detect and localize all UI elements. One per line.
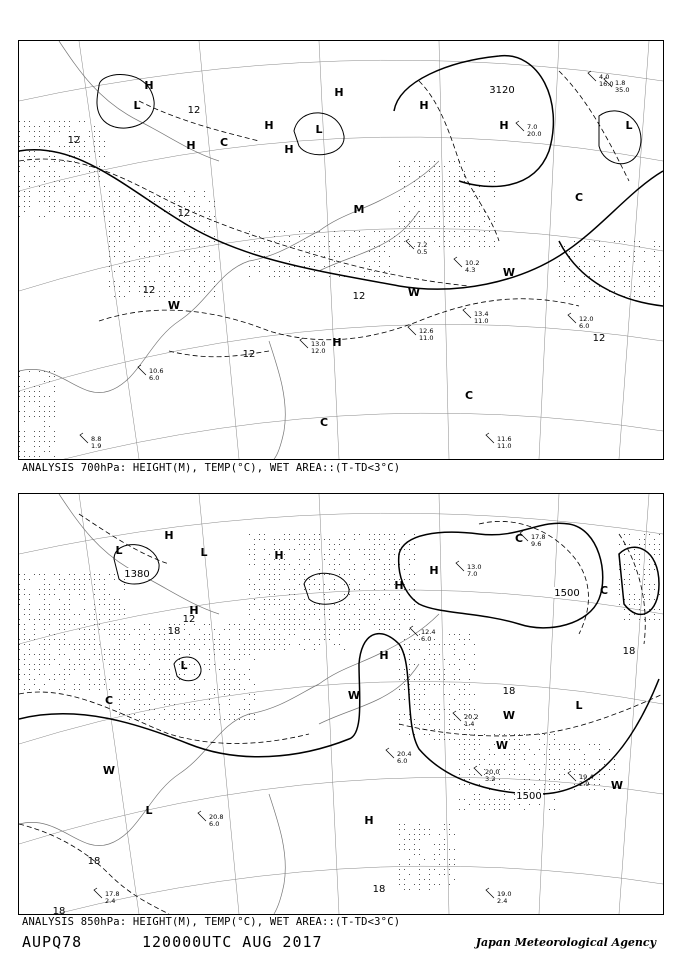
station-dewpoint-depression: 2.4 <box>497 897 508 905</box>
station-dewpoint-depression: 0.5 <box>417 248 428 256</box>
coastline <box>19 41 439 459</box>
wind-barb <box>588 71 596 81</box>
station-dewpoint-depression: 2.4 <box>105 897 116 905</box>
station-dewpoint-depression: 6.0 <box>397 757 408 765</box>
pressure-system-h: H <box>164 529 174 542</box>
isotherm-label: 18 <box>87 856 101 867</box>
wind-barb <box>516 121 524 131</box>
map-panel-850hpa <box>18 493 664 915</box>
height-labels <box>488 84 516 96</box>
pressure-system-h: H <box>334 86 344 99</box>
pressure-system-m: M <box>353 203 365 216</box>
station-dewpoint-depression: 3.2 <box>485 775 496 783</box>
graticule <box>19 494 663 914</box>
station-dewpoint-depression: 1.4 <box>464 720 475 728</box>
pressure-system-w: W <box>347 689 361 702</box>
station-temperature: 17.8 <box>531 533 546 541</box>
station-temperature: 12.4 <box>421 628 436 636</box>
station-temperature: 13.0 <box>467 563 482 571</box>
station-temperature: 20.4 <box>397 750 412 758</box>
map-panel-700hpa <box>18 40 664 460</box>
caption-850hpa: ANALYSIS 850hPa: HEIGHT(M), TEMP(°C), WET AREA::(T-TD<3°C) <box>22 916 401 928</box>
pressure-system-l: L <box>145 804 153 817</box>
wind-barb <box>138 365 146 375</box>
map-850hpa <box>19 494 663 914</box>
pressure-system-w: W <box>407 286 421 299</box>
pressure-system-c: C <box>599 584 609 597</box>
pressure-system-l: L <box>625 119 633 132</box>
station-temperature: 13.4 <box>474 310 489 318</box>
isotherm-label: 12 <box>142 285 156 296</box>
station-temperature: 20.2 <box>464 713 479 721</box>
station-temperature: 19.4 <box>579 773 594 781</box>
wind-barb <box>386 748 394 758</box>
station-temperature: 10.2 <box>465 259 480 267</box>
wind-barb <box>568 771 576 781</box>
station-dewpoint-depression: 9.6 <box>531 540 542 548</box>
isotherm-label: 12 <box>182 614 196 625</box>
pressure-system-l: L <box>200 546 208 559</box>
station-dewpoint-depression: 1.9 <box>91 442 102 450</box>
wind-barb <box>198 811 206 821</box>
pressure-system-h: H <box>419 99 429 112</box>
agency-name: Japan Meteorological Agency <box>475 936 656 949</box>
pressure-system-h: H <box>189 604 199 617</box>
station-dewpoint-depression: 11.0 <box>474 317 489 325</box>
wind-barb <box>94 888 102 898</box>
pressure-system-l: L <box>133 99 141 112</box>
station-dewpoint-depression: 6.0 <box>209 820 220 828</box>
wind-barb <box>474 766 482 776</box>
pressure-system-h: H <box>186 139 196 152</box>
station-dewpoint-depression: 6.0 <box>421 635 432 643</box>
station-temperature: 7.2 <box>417 241 428 249</box>
height-contour-label: 1500 <box>554 588 580 599</box>
pressure-system-h: H <box>394 579 404 592</box>
pressure-system-c: C <box>104 694 114 707</box>
height-contour-label: 1380 <box>124 569 150 580</box>
station-temperature: 13.0 <box>311 340 326 348</box>
pressure-system-h: H <box>429 564 439 577</box>
isotherm-label: 18 <box>52 906 66 914</box>
station-dewpoint-depression: 35.0 <box>615 86 630 94</box>
station-temperature: 4.0 <box>599 73 610 81</box>
pressure-system-h: H <box>332 336 342 349</box>
station-temperature: 20.8 <box>209 813 224 821</box>
wet-area-stipple <box>19 121 660 457</box>
pressure-system-symbols <box>133 79 632 429</box>
wind-barb <box>406 239 414 249</box>
isotherm-label: 12 <box>592 333 606 344</box>
pressure-system-l: L <box>575 699 583 712</box>
station-dewpoint-depression: 12.0 <box>311 347 326 355</box>
station-dewpoint-depression: 6.0 <box>579 322 590 330</box>
station-observations <box>80 71 629 450</box>
isotherm-label: 18 <box>622 646 636 657</box>
pressure-system-w: W <box>495 739 509 752</box>
pressure-system-h: H <box>379 649 389 662</box>
station-dewpoint-depression: 4.3 <box>465 266 476 274</box>
wind-barb <box>300 338 308 348</box>
pressure-system-h: H <box>284 143 294 156</box>
low-center-contours <box>97 75 641 164</box>
isotherm-label: 12 <box>187 105 201 116</box>
pressure-system-c: C <box>514 532 524 545</box>
isotherm-label: 18 <box>167 626 181 637</box>
pressure-system-w: W <box>102 764 116 777</box>
station-dewpoint-depression: 7.0 <box>467 570 478 578</box>
pressure-system-w: W <box>502 709 516 722</box>
station-dewpoint-depression: 16.0 <box>599 80 614 88</box>
station-temperature: 19.0 <box>497 890 512 898</box>
low-center-contours <box>114 545 349 681</box>
isotherm-label: 12 <box>177 208 191 219</box>
wind-barb <box>486 888 494 898</box>
pressure-system-h: H <box>144 79 154 92</box>
station-temperature: 7.0 <box>527 123 538 131</box>
wind-barb <box>568 313 576 323</box>
station-dewpoint-depression: 2.9 <box>579 780 590 788</box>
graticule <box>19 41 663 459</box>
pressure-system-w: W <box>610 779 624 792</box>
station-temperature: 1.8 <box>615 79 626 87</box>
station-temperature: 10.6 <box>149 367 164 375</box>
wind-barb <box>80 433 88 443</box>
isotherm-label: 18 <box>372 884 386 895</box>
height-contour-label: 1500 <box>516 791 542 802</box>
wind-barb <box>408 325 416 335</box>
height-contour-label: 3120 <box>489 85 515 96</box>
isotherm-label: 12 <box>67 135 81 146</box>
pressure-system-l: L <box>315 123 323 136</box>
wind-barb <box>456 561 464 571</box>
station-observations <box>94 531 593 905</box>
wind-barb <box>454 257 462 267</box>
pressure-system-w: W <box>502 266 516 279</box>
pressure-system-h: H <box>274 549 284 562</box>
wind-barb <box>486 433 494 443</box>
station-temperature: 8.8 <box>91 435 102 443</box>
caption-700hpa: ANALYSIS 700hPa: HEIGHT(M), TEMP(°C), WET AREA::(T-TD<3°C) <box>22 462 401 474</box>
pressure-system-h: H <box>364 814 374 827</box>
pressure-system-h: H <box>499 119 509 132</box>
pressure-system-c: C <box>464 389 474 402</box>
station-temperature: 11.6 <box>497 435 512 443</box>
station-temperature: 17.8 <box>105 890 120 898</box>
valid-time: 120000UTC AUG 2017 <box>142 933 323 951</box>
wind-barb <box>463 308 471 318</box>
pressure-system-l: L <box>180 659 188 672</box>
station-temperature: 20.0 <box>485 768 500 776</box>
pressure-system-c: C <box>319 416 329 429</box>
station-temperature: 12.6 <box>419 327 434 335</box>
station-dewpoint-depression: 11.0 <box>497 442 512 450</box>
pressure-system-c: C <box>219 136 229 149</box>
isotherm-label: 12 <box>352 291 366 302</box>
pressure-system-c: C <box>574 191 584 204</box>
product-code: AUPQ78 <box>22 933 83 951</box>
station-dewpoint-depression: 11.0 <box>419 334 434 342</box>
isotherm-label: 12 <box>242 349 256 360</box>
pressure-system-l: L <box>115 544 123 557</box>
pressure-system-w: W <box>167 299 181 312</box>
station-dewpoint-depression: 20.0 <box>527 130 542 138</box>
station-dewpoint-depression: 6.0 <box>149 374 160 382</box>
pressure-system-h: H <box>264 119 274 132</box>
temperature-isotherms <box>19 514 663 914</box>
station-temperature: 12.0 <box>579 315 594 323</box>
map-700hpa <box>19 41 663 459</box>
isotherm-label: 18 <box>502 686 516 697</box>
